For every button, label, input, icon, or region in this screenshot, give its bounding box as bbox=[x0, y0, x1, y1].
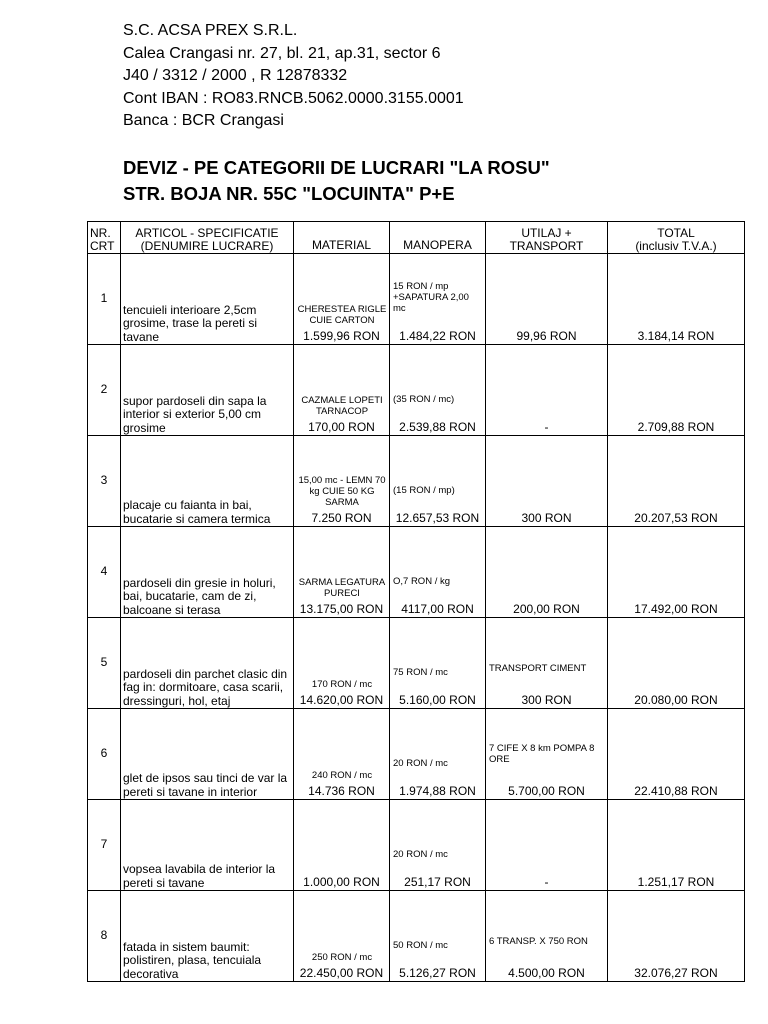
material-note: CHERESTEA RIGLE CUIE CARTON bbox=[297, 304, 387, 326]
utilaj-value: 4.500,00 RON bbox=[508, 966, 585, 980]
utilaj-value: 200,00 RON bbox=[513, 602, 580, 616]
estimate-table bbox=[87, 221, 745, 982]
row-number: 8 bbox=[88, 891, 121, 982]
row-utilaj bbox=[486, 618, 608, 709]
row-utilaj bbox=[486, 436, 608, 527]
company-registration: J40 / 3312 / 2000 , R 12878332 bbox=[123, 67, 348, 84]
table-row bbox=[88, 709, 745, 800]
row-number: 2 bbox=[88, 345, 121, 436]
material-value: 14.736 RON bbox=[308, 784, 375, 798]
row-manopera bbox=[390, 345, 486, 436]
row-total bbox=[608, 254, 745, 345]
row-manopera bbox=[390, 436, 486, 527]
utilaj-value: 99,96 RON bbox=[516, 329, 577, 343]
company-iban: Cont IBAN : RO83.RNCB.5062.0000.3155.0001 bbox=[123, 89, 464, 107]
row-number: 5 bbox=[88, 618, 121, 709]
material-note: 170 RON / mc bbox=[311, 679, 373, 690]
utilaj-value: 300 RON bbox=[521, 511, 572, 525]
material-value: 22.450,00 RON bbox=[299, 966, 384, 980]
manopera-note: 75 RON / mc bbox=[393, 667, 448, 678]
row-manopera bbox=[390, 254, 486, 345]
row-material bbox=[294, 254, 390, 345]
table-row bbox=[88, 800, 745, 891]
utilaj-note: 6 TRANSP. X 750 RON bbox=[489, 936, 588, 947]
row-description: fatada in sistem baumit: polistiren, plasa, tencuiala decorativa bbox=[121, 891, 294, 982]
row-manopera bbox=[390, 891, 486, 982]
row-utilaj bbox=[486, 345, 608, 436]
total-value: 1.251,17 RON bbox=[637, 875, 715, 889]
row-number: 4 bbox=[88, 527, 121, 618]
manopera-value: 2.539,88 RON bbox=[399, 420, 476, 434]
row-total bbox=[608, 527, 745, 618]
material-note: SARMA LEGATURA PURECI bbox=[298, 577, 386, 599]
company-name: S.C. ACSA PREX S.R.L. bbox=[123, 22, 298, 39]
row-number: 3 bbox=[88, 436, 121, 527]
total-value: 22.410,88 RON bbox=[634, 784, 718, 798]
total-value: 20.207,53 RON bbox=[634, 511, 718, 525]
row-utilaj bbox=[486, 527, 608, 618]
row-utilaj bbox=[486, 709, 608, 800]
row-manopera bbox=[390, 618, 486, 709]
manopera-note: 20 RON / mc bbox=[393, 849, 448, 860]
row-description: placaje cu faianta in bai, bucatarie si camera termica bbox=[121, 436, 294, 527]
row-description: tencuieli interioare 2,5cm grosime, trase la pereti si tavane bbox=[121, 254, 294, 345]
title-line-1: DEVIZ - PE CATEGORII DE LUCRARI "LA ROSU" bbox=[123, 157, 550, 178]
material-note: 250 RON / mc bbox=[311, 952, 373, 963]
manopera-value: 251,17 RON bbox=[404, 875, 471, 889]
row-number: 6 bbox=[88, 709, 121, 800]
table-row bbox=[88, 527, 745, 618]
material-value: 13.175,00 RON bbox=[299, 602, 384, 616]
total-value: 3.184,14 RON bbox=[637, 329, 715, 343]
table-header-row bbox=[88, 222, 745, 254]
row-material bbox=[294, 527, 390, 618]
row-manopera bbox=[390, 527, 486, 618]
material-value: 170,00 RON bbox=[308, 420, 375, 434]
total-value: 32.076,27 RON bbox=[634, 966, 718, 980]
total-value: 17.492,00 RON bbox=[634, 602, 718, 616]
manopera-note: 50 RON / mc bbox=[393, 940, 448, 951]
material-note: 15,00 mc - LEMN 70 kg CUIE 50 KG SARMA bbox=[298, 475, 386, 508]
manopera-value: 1.974,88 RON bbox=[399, 784, 476, 798]
total-value: 2.709,88 RON bbox=[637, 420, 715, 434]
row-description: glet de ipsos sau tinci de var la pereti si tavane in interior bbox=[121, 709, 294, 800]
row-description: pardoseli din gresie in holuri, bai, bucatarie, cam de zi, balcoane si terasa bbox=[121, 527, 294, 618]
header-utilaj: UTILAJ + TRANSPORT bbox=[486, 222, 608, 254]
header-nr: NR. CRT bbox=[88, 222, 121, 254]
table-row bbox=[88, 345, 745, 436]
header-material: MATERIAL bbox=[294, 222, 390, 254]
material-value: 1.599,96 RON bbox=[303, 329, 380, 343]
row-total bbox=[608, 709, 745, 800]
manopera-note: O,7 RON / kg bbox=[393, 576, 451, 587]
company-header bbox=[123, 20, 464, 133]
table-row bbox=[88, 436, 745, 527]
material-value: 7.250 RON bbox=[311, 511, 372, 525]
row-manopera bbox=[390, 709, 486, 800]
row-utilaj bbox=[486, 254, 608, 345]
row-manopera bbox=[390, 800, 486, 891]
row-total bbox=[608, 891, 745, 982]
header-total: TOTAL (inclusiv T.V.A.) bbox=[608, 222, 745, 254]
row-description: supor pardoseli din sapa la interior si exterior 5,00 cm grosime bbox=[121, 345, 294, 436]
material-note: CAZMALE LOPETI TARNACOP bbox=[301, 395, 383, 417]
utilaj-note: 7 CIFE X 8 km POMPA 8 ORE bbox=[489, 743, 595, 765]
manopera-value: 5.126,27 RON bbox=[399, 966, 476, 980]
manopera-note: 15 RON / mp +SAPATURA 2,00 mc bbox=[393, 281, 469, 314]
utilaj-value: 5.700,00 RON bbox=[508, 784, 585, 798]
row-material bbox=[294, 891, 390, 982]
manopera-value: 1.484,22 RON bbox=[399, 329, 476, 343]
material-value: 14.620,00 RON bbox=[299, 693, 384, 707]
manopera-note: (15 RON / mp) bbox=[393, 485, 455, 496]
row-number: 7 bbox=[88, 800, 121, 891]
row-total bbox=[608, 800, 745, 891]
company-bank: Banca : BCR Crangasi bbox=[123, 112, 284, 129]
manopera-value: 4117,00 RON bbox=[401, 602, 474, 616]
row-description: pardoseli din parchet clasic din fag in: dormitoare, casa scarii, dressinguri, hol, etaj bbox=[121, 618, 294, 709]
utilaj-note: TRANSPORT CIMENT bbox=[489, 663, 587, 674]
manopera-value: 5.160,00 RON bbox=[399, 693, 476, 707]
row-total bbox=[608, 436, 745, 527]
row-material bbox=[294, 345, 390, 436]
row-material bbox=[294, 800, 390, 891]
row-total bbox=[608, 345, 745, 436]
row-material bbox=[294, 436, 390, 527]
row-description: vopsea lavabila de interior la pereti si tavane bbox=[121, 800, 294, 891]
total-value: 20.080,00 RON bbox=[634, 693, 718, 707]
manopera-value: 12.657,53 RON bbox=[395, 511, 480, 525]
manopera-note: 20 RON / mc bbox=[393, 758, 448, 769]
header-articol: ARTICOL - SPECIFICATIE (DENUMIRE LUCRARE) bbox=[121, 222, 294, 254]
material-value: 1.000,00 RON bbox=[303, 875, 380, 889]
row-material bbox=[294, 709, 390, 800]
utilaj-value: 300 RON bbox=[521, 693, 572, 707]
row-utilaj bbox=[486, 891, 608, 982]
manopera-note: (35 RON / mc) bbox=[393, 394, 455, 405]
table-row bbox=[88, 254, 745, 345]
row-number: 1 bbox=[88, 254, 121, 345]
table-row bbox=[88, 891, 745, 982]
company-address: Calea Crangasi nr. 27, bl. 21, ap.31, sector 6 bbox=[123, 44, 441, 62]
row-utilaj bbox=[486, 800, 608, 891]
title-line-2: STR. BOJA NR. 55C "LOCUINTA" P+E bbox=[123, 183, 455, 204]
row-total bbox=[608, 618, 745, 709]
material-note: 240 RON / mc bbox=[311, 770, 373, 781]
table-row bbox=[88, 618, 745, 709]
document-title bbox=[123, 155, 550, 207]
header-manopera: MANOPERA bbox=[390, 222, 486, 254]
utilaj-value: - bbox=[544, 420, 549, 434]
row-material bbox=[294, 618, 390, 709]
utilaj-value: - bbox=[544, 875, 549, 889]
